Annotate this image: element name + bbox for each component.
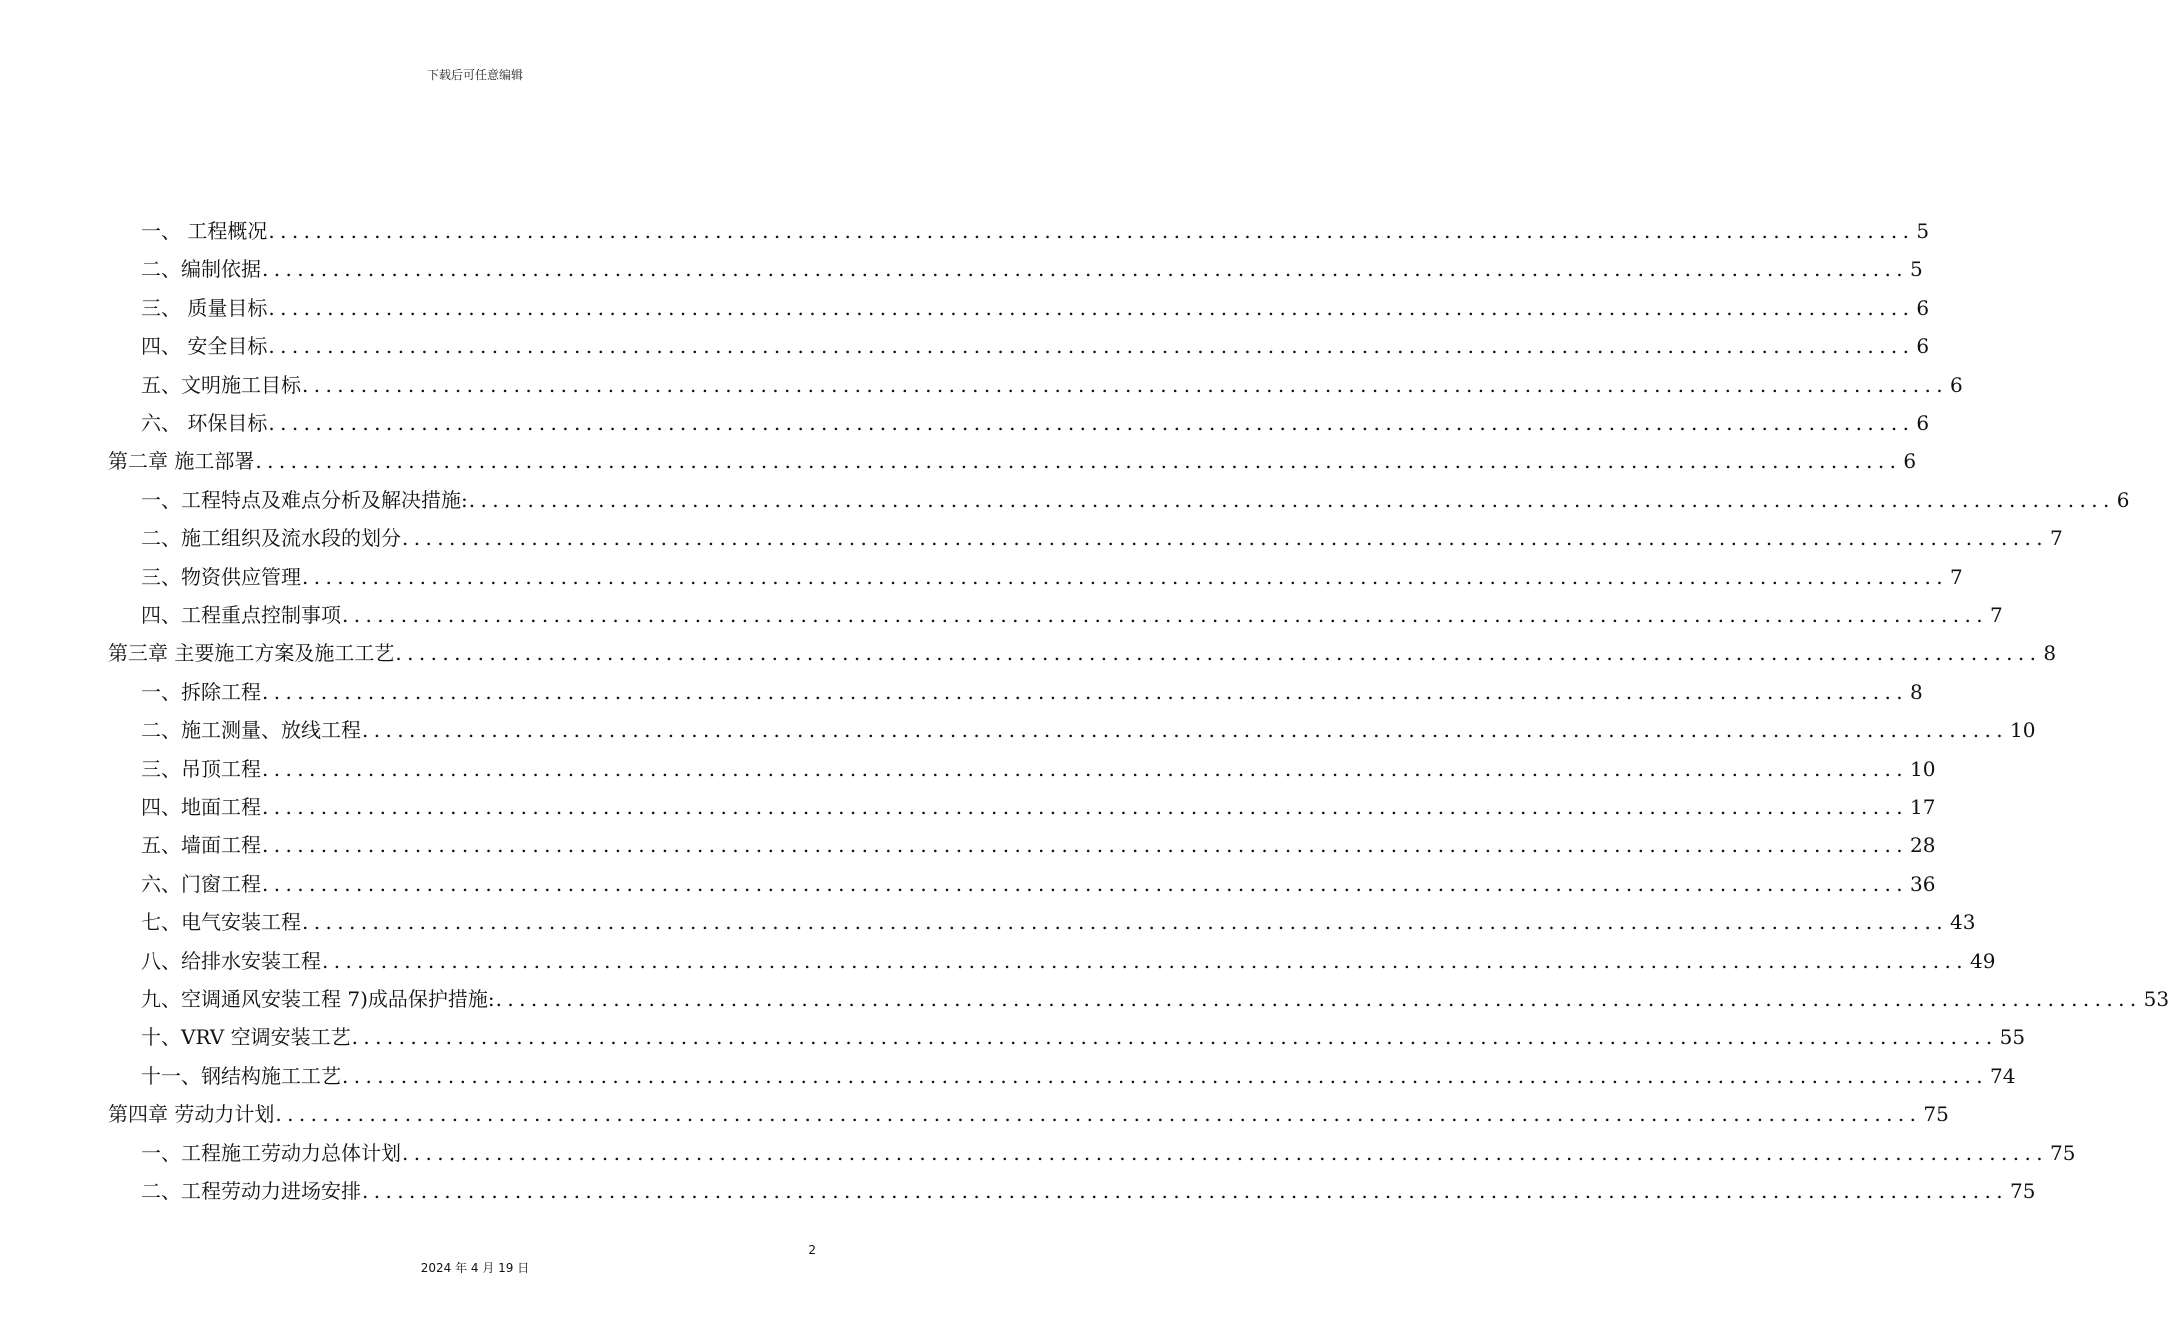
toc-entry[interactable] <box>141 289 1930 327</box>
footer-date: 2024 年 4 月 19 日 <box>420 1261 530 1275</box>
toc-entry[interactable] <box>141 942 1996 980</box>
toc-leader-dots: ............................................................................................................................................ <box>302 910 1949 935</box>
toc-leader-dots: ............................................................................................................................................ <box>262 795 1909 819</box>
toc-leader-dots: ............................................................................................................................................ <box>268 411 1915 435</box>
toc-entry-page: 6 <box>1916 334 1930 359</box>
toc-entry[interactable] <box>141 1018 2026 1056</box>
toc-entry-page: 5 <box>1916 219 1930 243</box>
toc-entry-page: 6 <box>1916 411 1930 435</box>
toc-leader-dots: ............................................................................................................................................ <box>302 564 1949 589</box>
toc-entry[interactable] <box>141 673 1923 711</box>
toc-entry[interactable] <box>108 634 2057 672</box>
toc-entry-page: 10 <box>2010 718 2036 743</box>
toc-leader-dots: ............................................................................................................................................ <box>268 334 1915 359</box>
toc-entry-page: 28 <box>1910 833 1936 858</box>
toc-entry-label: 一、 工程概况 <box>141 219 268 243</box>
toc-leader-dots: ............................................................................................................................................ <box>302 372 1949 397</box>
toc-entry-label: 一、工程施工劳动力总体计划 <box>141 1140 401 1165</box>
toc-leader-dots: ............................................................................................................................................ <box>402 1140 2049 1165</box>
toc-leader-dots: ............................................................................................................................................ <box>402 526 2049 551</box>
toc-entry-page: 6 <box>1916 295 1930 320</box>
toc-leader-dots: ............................................................................................................................................ <box>255 449 1902 474</box>
toc-entry-label: 九、空调通风安装工程 7)成品保护措施: <box>141 987 495 1011</box>
toc-entry-page: 8 <box>1910 679 1923 704</box>
header-note: 下载后可任意编辑 <box>426 68 523 82</box>
toc-entry-label: 四、地面工程 <box>141 795 261 819</box>
toc-leader-dots: ............................................................................................................................................ <box>262 833 1909 858</box>
toc-leader-dots: ............................................................................................................................................ <box>262 257 1909 282</box>
toc-entry[interactable] <box>141 481 2130 519</box>
toc-leader-dots: ............................................................................................................................................ <box>342 1063 1989 1088</box>
toc-entry-label: 第四章 劳动力计划 <box>108 1102 275 1127</box>
toc-entry[interactable] <box>141 327 1930 365</box>
toc-entry-page: 49 <box>1970 948 1996 973</box>
toc-entry-label: 五、墙面工程 <box>141 833 261 858</box>
toc-leader-dots: ............................................................................................................................................ <box>362 1179 2009 1203</box>
toc-entry-label: 十、VRV 空调安装工艺 <box>141 1025 351 1050</box>
toc-entry[interactable] <box>141 404 1930 442</box>
toc-entry-label: 二、编制依据 <box>141 257 261 282</box>
toc-entry-label: 四、 安全目标 <box>141 334 268 359</box>
toc-entry[interactable] <box>141 980 2169 1018</box>
toc-entry-label: 八、给排水安装工程 <box>141 948 321 973</box>
toc-leader-dots: ............................................................................................................................................ <box>351 1025 1998 1050</box>
toc-leader-dots: ............................................................................................................................................ <box>268 219 1915 243</box>
toc-entry-page: 75 <box>2010 1179 2036 1203</box>
toc-entry-page: 43 <box>1950 910 1976 935</box>
toc-entry-page: 8 <box>2043 641 2057 666</box>
toc-leader-dots: ............................................................................................................................................ <box>268 295 1915 320</box>
toc-leader-dots: ............................................................................................................................................ <box>275 1102 1922 1127</box>
toc-entry-label: 第三章 主要施工方案及施工工艺 <box>108 641 395 666</box>
toc-entry[interactable] <box>141 1172 2036 1210</box>
toc-entry[interactable] <box>141 1057 2016 1095</box>
toc-entry[interactable] <box>141 212 1930 250</box>
toc-leader-dots: ............................................................................................................................................ <box>262 871 1909 896</box>
toc-entry[interactable] <box>141 366 1963 404</box>
toc-leader-dots: ............................................................................................................................................ <box>395 641 2042 666</box>
toc-entry-page: 55 <box>1999 1025 2026 1050</box>
toc-entry[interactable] <box>141 788 1936 826</box>
toc-entry-label: 二、施工测量、放线工程 <box>141 718 361 743</box>
toc-leader-dots: ............................................................................................................................................ <box>262 679 1909 704</box>
toc-leader-dots: ............................................................................................................................................ <box>468 487 2115 512</box>
toc-entry[interactable] <box>141 1134 2076 1172</box>
toc-entry-page: 10 <box>1910 756 1936 781</box>
toc-entry[interactable] <box>141 596 2003 634</box>
toc-entry-label: 四、工程重点控制事项 <box>141 603 341 627</box>
toc-entry[interactable] <box>108 1095 1949 1133</box>
toc-entry-page: 74 <box>1990 1063 2016 1088</box>
toc-leader-dots: ............................................................................................................................................ <box>322 948 1969 973</box>
toc-entry-page: 5 <box>1910 257 1923 282</box>
toc-entry-label: 七、电气安装工程 <box>141 910 301 935</box>
toc-entry-label: 三、物资供应管理 <box>141 564 301 589</box>
toc-entry-label: 一、拆除工程 <box>141 679 261 704</box>
toc-entry-page: 36 <box>1910 871 1936 896</box>
toc-entry-label: 一、工程特点及难点分析及解决措施: <box>141 487 468 512</box>
toc-leader-dots: ............................................................................................................................................ <box>362 718 2009 743</box>
page-number: 2 <box>808 1243 816 1257</box>
toc-entry-page: 75 <box>1923 1102 1949 1127</box>
toc-entry-page: 6 <box>2116 487 2130 512</box>
toc-entry-label: 第二章 施工部署 <box>108 449 255 474</box>
toc-entry-page: 6 <box>1903 449 1917 474</box>
toc-entry-label: 六、 环保目标 <box>141 411 268 435</box>
toc-entry-label: 二、工程劳动力进场安排 <box>141 1179 361 1203</box>
toc-entry[interactable] <box>108 442 1917 480</box>
toc-entry[interactable] <box>141 711 2036 749</box>
toc-entry-label: 六、门窗工程 <box>141 871 261 896</box>
toc-leader-dots: ............................................................................................................................................ <box>262 756 1909 781</box>
toc-entry-page: 6 <box>1950 372 1963 397</box>
toc-entry-page: 17 <box>1910 795 1936 819</box>
toc-entry[interactable] <box>141 865 1936 903</box>
toc-leader-dots: ............................................................................................................................................ <box>495 987 2142 1011</box>
toc-leader-dots: ............................................................................................................................................ <box>342 603 1989 627</box>
toc-entry[interactable] <box>141 519 2063 557</box>
toc-entry-page: 7 <box>1950 564 1963 589</box>
toc-entry-label: 三、吊顶工程 <box>141 756 261 781</box>
toc-entry-page: 7 <box>1990 603 2003 627</box>
toc-entry-label: 三、 质量目标 <box>141 295 268 320</box>
toc-entry-page: 53 <box>2143 987 2169 1011</box>
toc-entry[interactable] <box>141 750 1936 788</box>
toc-entry-label: 二、施工组织及流水段的划分 <box>141 526 401 551</box>
toc-entry-page: 7 <box>2050 526 2063 551</box>
toc-entry[interactable] <box>141 826 1936 864</box>
toc-entry-label: 十一、钢结构施工工艺 <box>141 1063 341 1088</box>
toc-entry-page: 75 <box>2050 1140 2076 1165</box>
toc-entry-label: 五、文明施工目标 <box>141 372 301 397</box>
toc-entry[interactable] <box>141 250 1923 288</box>
toc-entry[interactable] <box>141 903 1976 941</box>
toc-entry[interactable] <box>141 558 1963 596</box>
